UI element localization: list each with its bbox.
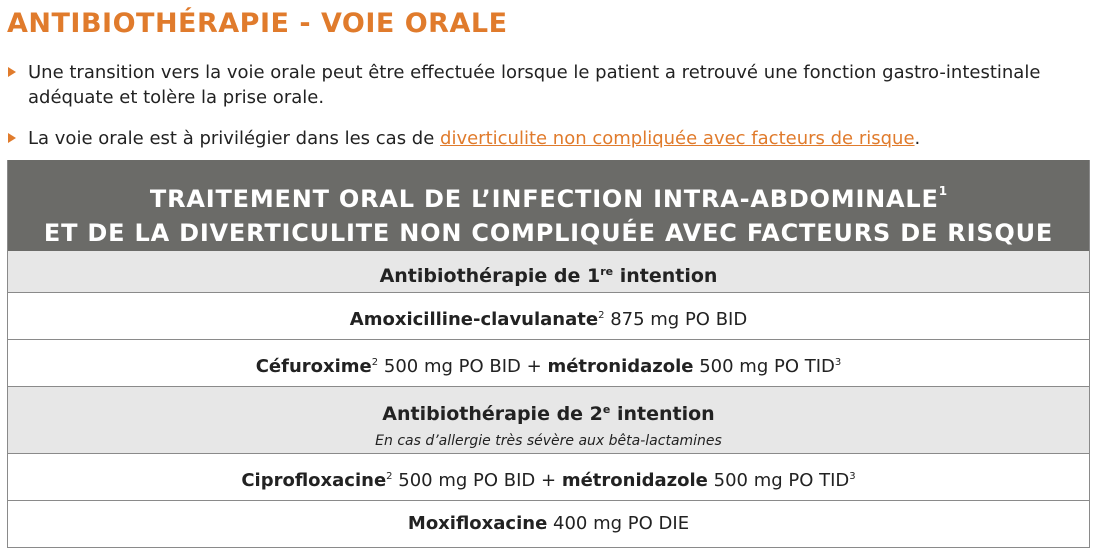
section-title-end: intention <box>613 265 718 287</box>
section-second-line <box>8 386 1089 453</box>
bullet-text-pre: La voie orale est à privilégier dans les cas de <box>28 128 441 149</box>
drug-name: Amoxicilline-clavulanate <box>349 309 599 330</box>
page-title: ANTIBIOTHÉRAPIE - VOIE ORALE <box>7 8 508 39</box>
footnote-ref: 3 <box>834 357 842 368</box>
dose: 500 mg PO TID <box>707 470 850 491</box>
footnote-ref: 1 <box>938 184 948 198</box>
section-first-line <box>8 251 1089 292</box>
dose: 400 mg PO DIE <box>547 513 690 534</box>
section-title-end: intention <box>610 403 715 425</box>
table-row <box>8 292 1089 339</box>
header-text: TRAITEMENT ORAL DE L’INFECTION INTRA-ABDOMINALE <box>149 185 939 213</box>
table-row <box>8 453 1089 500</box>
dose: 500 mg PO TID <box>693 356 835 377</box>
footnote-ref: 3 <box>849 471 856 482</box>
ordinal-suffix: e <box>602 403 611 416</box>
triangle-bullet-icon <box>8 67 16 77</box>
drug-name: Moxifloxacine <box>407 513 548 534</box>
footnote-ref: 2 <box>598 310 605 321</box>
diverticulite-link[interactable]: diverticulite non compliquée avec facteurs de risque <box>440 128 915 149</box>
bullet-item <box>8 60 1103 110</box>
drug-name: métronidazole <box>547 356 694 377</box>
table-header-line1 <box>8 174 1089 216</box>
dose: 500 mg PO BID + <box>378 356 548 377</box>
dose: 500 mg PO BID + <box>392 470 562 491</box>
bullet-text-post: . <box>914 128 921 149</box>
table-row <box>8 339 1089 386</box>
footnote-ref: 2 <box>371 357 379 368</box>
drug-name: Ciprofloxacine <box>241 470 387 491</box>
ordinal-suffix: re <box>600 265 614 278</box>
drug-name: Céfuroxime <box>255 356 372 377</box>
triangle-bullet-icon <box>8 133 16 143</box>
treatment-table <box>7 160 1090 548</box>
section-note: En cas d’allergie très sévère aux bêta-lactamines <box>375 433 722 449</box>
dose: 875 mg PO BID <box>604 309 748 330</box>
bullet-list <box>8 60 1103 151</box>
bullet-text: Une transition vers la voie orale peut être effectuée lorsque le patient a retrouvé une fonction gastro-intestinale adéquate et tolère la prise orale. <box>28 62 1041 108</box>
drug-name: métronidazole <box>561 470 708 491</box>
section-title: Antibiothérapie de 1 <box>379 265 601 287</box>
section-title: Antibiothérapie de 2 <box>382 403 603 425</box>
section-heading <box>8 387 1089 432</box>
table-header-line2: ET DE LA DIVERTICULITE NON COMPLIQUÉE AVEC FACTEURS DE RISQUE <box>43 219 1054 247</box>
bullet-item <box>8 126 1103 151</box>
table-row <box>8 500 1089 547</box>
table-header <box>8 160 1089 251</box>
footnote-ref: 2 <box>386 471 393 482</box>
